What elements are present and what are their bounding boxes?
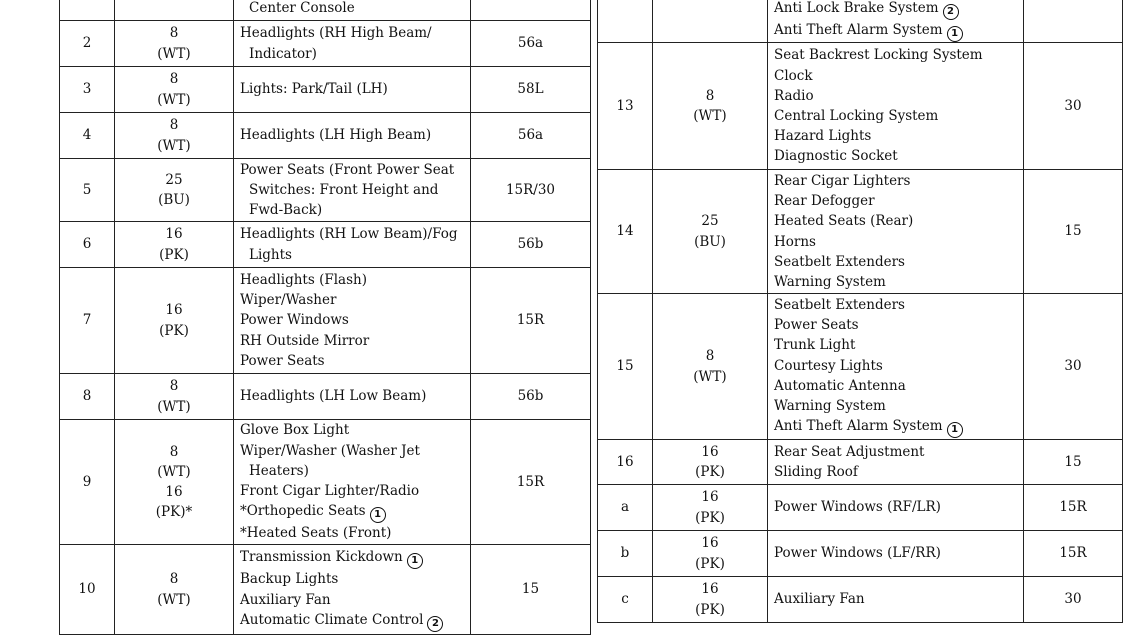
circuit-text: Trunk Light <box>774 337 856 354</box>
amperage-line: (WT) <box>157 137 191 154</box>
circuit-text: Wiper/Washer (Washer Jet <box>240 442 420 459</box>
fuse-number: b <box>598 531 653 577</box>
fuse-amperage <box>115 374 234 420</box>
amperage-line: 8 <box>169 25 179 42</box>
fuse-number: 13 <box>598 43 653 170</box>
amperage-line: (BU) <box>694 233 726 250</box>
circuit-line <box>240 547 470 569</box>
circuit-line <box>240 224 470 244</box>
circuit-line <box>774 66 1023 86</box>
circuit-text: Center Console <box>249 0 355 17</box>
footnote-circle-icon: 1 <box>947 26 963 42</box>
circuit-text: Switches: Front Height and <box>249 181 439 198</box>
circuit-line <box>774 589 1023 609</box>
circuit-text: Lights: Park/Tail (LH) <box>240 81 388 98</box>
fuse-amperage <box>653 440 768 485</box>
fuse-number: 16 <box>598 440 653 485</box>
circuit-line <box>774 295 1023 315</box>
circuits-protected <box>234 113 471 159</box>
circuit-text: Warning System <box>774 273 886 290</box>
circuits-protected <box>768 531 1024 577</box>
fuse-row <box>60 545 591 635</box>
circuit-line <box>240 125 470 145</box>
circuits-protected <box>234 67 471 113</box>
fuse-amperage <box>115 0 234 21</box>
circuit-text: RH Outside Mirror <box>240 332 370 349</box>
fuse-number <box>60 0 115 21</box>
footnote-circle-icon: 1 <box>407 553 423 569</box>
terminal: 15 <box>1024 170 1123 294</box>
amperage-line: 8 <box>169 443 179 460</box>
fuse-row <box>60 0 591 21</box>
circuit-text: Auxiliary Fan <box>240 591 331 608</box>
circuit-line <box>240 351 470 371</box>
circuit-text: Sliding Roof <box>774 464 858 480</box>
footnote-circle-icon: 1 <box>370 507 386 523</box>
circuit-line <box>774 497 1023 517</box>
amperage-line: (PK) <box>159 322 189 339</box>
circuit-line <box>774 543 1023 563</box>
circuit-line <box>240 23 470 43</box>
footnote-circle-icon: 2 <box>427 616 443 632</box>
amperage-line: (WT) <box>157 45 191 62</box>
circuit-text: Power Seats <box>240 352 325 369</box>
circuit-line <box>240 79 470 99</box>
terminal: 56a <box>471 113 591 159</box>
circuit-line <box>240 245 470 265</box>
circuits-protected <box>234 420 471 545</box>
circuit-text: Backup Lights <box>240 571 339 588</box>
fuse-amperage <box>653 531 768 577</box>
amperage-line: 8 <box>169 571 179 588</box>
circuit-line <box>240 180 470 200</box>
circuit-text: Anti Theft Alarm System <box>774 22 943 38</box>
fuse-amperage <box>653 577 768 623</box>
circuit-line <box>774 272 1023 292</box>
terminal: 15 <box>471 545 591 635</box>
terminal: 30 <box>1024 43 1123 170</box>
amperage-line: (BU) <box>158 192 190 208</box>
terminal: 58L <box>471 67 591 113</box>
circuit-text: Hazard Lights <box>774 128 872 145</box>
circuit-line <box>774 171 1023 191</box>
circuit-line <box>774 252 1023 272</box>
circuits-protected <box>768 440 1024 485</box>
terminal: 56b <box>471 222 591 268</box>
circuit-line <box>774 106 1023 126</box>
terminal: 15R <box>1024 485 1123 531</box>
fuse-amperage <box>653 0 768 43</box>
left-fuse-table <box>59 0 591 635</box>
fuse-number: 6 <box>60 222 115 268</box>
circuit-line <box>774 232 1023 252</box>
footnote-circle-icon: 2 <box>943 4 959 20</box>
fuse-row <box>60 67 591 113</box>
circuit-line <box>240 44 470 64</box>
circuit-line <box>240 590 470 610</box>
terminal: 15R <box>1024 531 1123 577</box>
circuit-text: Warning System <box>774 397 886 414</box>
circuits-protected <box>768 170 1024 294</box>
circuit-text: Seatbelt Extenders <box>774 253 905 270</box>
amperage-line: 8 <box>705 87 715 104</box>
circuit-text: Headlights (LH Low Beam) <box>240 388 427 405</box>
fuse-row <box>60 222 591 268</box>
circuit-line <box>774 146 1023 166</box>
circuit-text: Rear Cigar Lighters <box>774 172 911 189</box>
circuit-line <box>240 420 470 440</box>
circuit-text: Diagnostic Socket <box>774 148 898 165</box>
circuit-text: Central Locking System <box>774 108 939 124</box>
fuse-row <box>60 113 591 159</box>
fuse-number: 14 <box>598 170 653 294</box>
circuit-line <box>240 160 470 180</box>
terminal: 56a <box>471 21 591 67</box>
fuse-row <box>598 43 1123 170</box>
amperage-line: (PK)* <box>155 504 193 521</box>
amperage-line: (WT) <box>157 91 191 108</box>
terminal: 30 <box>1024 577 1123 623</box>
circuit-text: Automatic Climate Control <box>240 611 424 628</box>
terminal: 15 <box>1024 440 1123 485</box>
fuse-number: 3 <box>60 67 115 113</box>
fuse-amperage <box>115 222 234 268</box>
circuit-line <box>774 20 1023 42</box>
fuse-amperage <box>115 545 234 635</box>
circuit-text: Auxiliary Fan <box>774 591 865 608</box>
circuits-protected <box>768 43 1024 170</box>
fuse-row <box>598 170 1123 294</box>
circuit-line <box>240 461 470 481</box>
amperage-line: 16 <box>165 302 183 319</box>
circuit-text: Headlights (LH High Beam) <box>240 127 432 144</box>
fuse-amperage <box>115 67 234 113</box>
amperage-line: 16 <box>165 226 183 243</box>
circuit-text: Power Seats (Front Power Seat <box>240 161 455 178</box>
fuse-amperage <box>653 170 768 294</box>
fuse-number <box>598 0 653 43</box>
amperage-line: (PK) <box>695 464 725 480</box>
amperage-line: (WT) <box>157 398 191 415</box>
terminal: 56b <box>471 374 591 420</box>
amperage-line: 16 <box>701 535 719 552</box>
fuse-row <box>598 531 1123 577</box>
terminal: 15R <box>471 268 591 374</box>
terminal <box>1024 0 1123 43</box>
terminal: 15R <box>471 420 591 545</box>
fuse-amperage <box>115 159 234 222</box>
footnote-circle-icon: 1 <box>947 422 963 438</box>
fuse-amperage <box>653 43 768 170</box>
fuse-number: 5 <box>60 159 115 222</box>
circuit-line <box>774 211 1023 231</box>
fuse-number: 10 <box>60 545 115 635</box>
circuit-text: Anti Theft Alarm System <box>774 418 943 435</box>
circuit-line <box>774 0 1023 20</box>
circuits-protected <box>234 268 471 374</box>
fuse-amperage <box>653 485 768 531</box>
circuit-text: *Orthopedic Seats <box>240 503 366 520</box>
amperage-line: (PK) <box>695 509 725 526</box>
circuit-line <box>774 191 1023 211</box>
circuit-line <box>774 416 1023 438</box>
circuit-text: Clock <box>774 67 813 84</box>
fuse-amperage <box>653 294 768 440</box>
fuse-number: 7 <box>60 268 115 374</box>
circuit-line <box>774 376 1023 396</box>
fuse-row <box>60 268 591 374</box>
circuit-line <box>774 356 1023 376</box>
circuit-text: Indicator) <box>249 45 317 62</box>
circuit-text: Rear Defogger <box>774 193 875 210</box>
circuit-line <box>240 310 470 330</box>
circuits-protected <box>768 485 1024 531</box>
fuse-row <box>598 577 1123 623</box>
amperage-line: 8 <box>169 71 179 88</box>
circuit-text: Horns <box>774 233 816 250</box>
amperage-line: (WT) <box>157 591 191 608</box>
circuit-text: Power Windows (RF/LR) <box>774 499 941 516</box>
amperage-line: 16 <box>165 484 183 500</box>
circuit-text: Power Seats <box>774 317 859 334</box>
circuit-line <box>240 290 470 310</box>
fuse-row <box>60 420 591 545</box>
fuse-row <box>598 294 1123 440</box>
amperage-line: (PK) <box>695 555 725 572</box>
amperage-line: (PK) <box>159 246 189 263</box>
circuit-line <box>240 481 470 501</box>
circuit-line <box>240 0 470 19</box>
fuse-row <box>598 0 1123 43</box>
amperage-line: 8 <box>169 117 179 134</box>
circuit-text: Headlights (Flash) <box>240 271 367 288</box>
circuit-text: Radio <box>774 87 814 104</box>
circuit-text: Power Windows <box>240 312 349 329</box>
circuits-protected <box>234 222 471 268</box>
circuit-text: Anti Lock Brake System <box>774 0 939 16</box>
circuit-line <box>774 462 1023 482</box>
right-fuse-table <box>597 0 1123 623</box>
circuits-protected <box>768 294 1024 440</box>
circuit-text: Front Cigar Lighter/Radio <box>240 483 420 500</box>
terminal <box>471 0 591 21</box>
terminal: 15R/30 <box>471 159 591 222</box>
circuit-text: Rear Seat Adjustment <box>774 443 925 460</box>
circuit-text: Heated Seats (Rear) <box>774 213 914 230</box>
amperage-line: (WT) <box>693 368 727 385</box>
circuit-line <box>774 45 1023 65</box>
circuit-line <box>774 442 1023 462</box>
circuit-line <box>240 501 470 523</box>
circuit-line <box>240 386 470 406</box>
terminal: 30 <box>1024 294 1123 440</box>
circuit-line <box>240 441 470 461</box>
fuse-amperage <box>115 113 234 159</box>
circuit-line <box>774 315 1023 335</box>
circuit-text: Courtesy Lights <box>774 357 883 374</box>
circuit-text: Headlights (RH Low Beam)/Fog <box>240 226 458 243</box>
amperage-line: 8 <box>169 378 179 395</box>
circuit-text: Power Windows (LF/RR) <box>774 545 941 562</box>
circuit-line <box>240 200 470 220</box>
circuit-text: Transmission Kickdown <box>240 549 403 566</box>
circuits-protected <box>234 159 471 222</box>
amperage-line: 25 <box>701 213 719 230</box>
fuse-amperage <box>115 420 234 545</box>
amperage-line: 16 <box>701 489 719 506</box>
fuse-row <box>60 159 591 222</box>
circuit-text: Seatbelt Extenders <box>774 296 905 313</box>
fuse-amperage <box>115 21 234 67</box>
circuit-line <box>774 126 1023 146</box>
fuse-number: c <box>598 577 653 623</box>
fuse-number: a <box>598 485 653 531</box>
fuse-row <box>60 21 591 67</box>
circuit-text: Wiper/Washer <box>240 292 337 309</box>
circuit-line <box>774 86 1023 106</box>
amperage-line: 16 <box>701 443 719 460</box>
circuits-protected <box>234 0 471 21</box>
circuits-protected <box>234 21 471 67</box>
circuit-line <box>774 396 1023 416</box>
circuit-text: Seat Backrest Locking System <box>774 47 983 64</box>
circuit-line <box>240 270 470 290</box>
fuse-row <box>598 440 1123 485</box>
circuit-text: Glove Box Light <box>240 422 350 439</box>
circuit-line <box>774 335 1023 355</box>
amperage-line: 8 <box>705 348 715 365</box>
circuit-line <box>240 569 470 589</box>
circuit-text: Lights <box>249 246 292 263</box>
circuit-text: Heaters) <box>249 462 309 479</box>
circuits-protected <box>234 374 471 420</box>
fuse-row <box>60 374 591 420</box>
circuit-text: *Heated Seats (Front) <box>240 525 392 542</box>
amperage-line: (WT) <box>157 463 191 480</box>
fuse-number: 9 <box>60 420 115 545</box>
amperage-line: (WT) <box>693 108 727 124</box>
circuits-protected <box>234 545 471 635</box>
amperage-line: 25 <box>165 171 183 188</box>
circuits-protected <box>768 577 1024 623</box>
fuse-number: 8 <box>60 374 115 420</box>
fuse-number: 4 <box>60 113 115 159</box>
circuits-protected <box>768 0 1024 43</box>
amperage-line: 16 <box>701 581 719 598</box>
fuse-amperage <box>115 268 234 374</box>
circuit-line <box>240 331 470 351</box>
amperage-line: (PK) <box>695 601 725 618</box>
circuit-line <box>240 523 470 543</box>
circuit-text: Automatic Antenna <box>774 377 906 394</box>
circuit-text: Headlights (RH High Beam/ <box>240 25 432 42</box>
fuse-number: 15 <box>598 294 653 440</box>
circuit-line <box>240 610 470 632</box>
circuit-text: Fwd-Back) <box>249 202 323 219</box>
fuse-row <box>598 485 1123 531</box>
fuse-number: 2 <box>60 21 115 67</box>
